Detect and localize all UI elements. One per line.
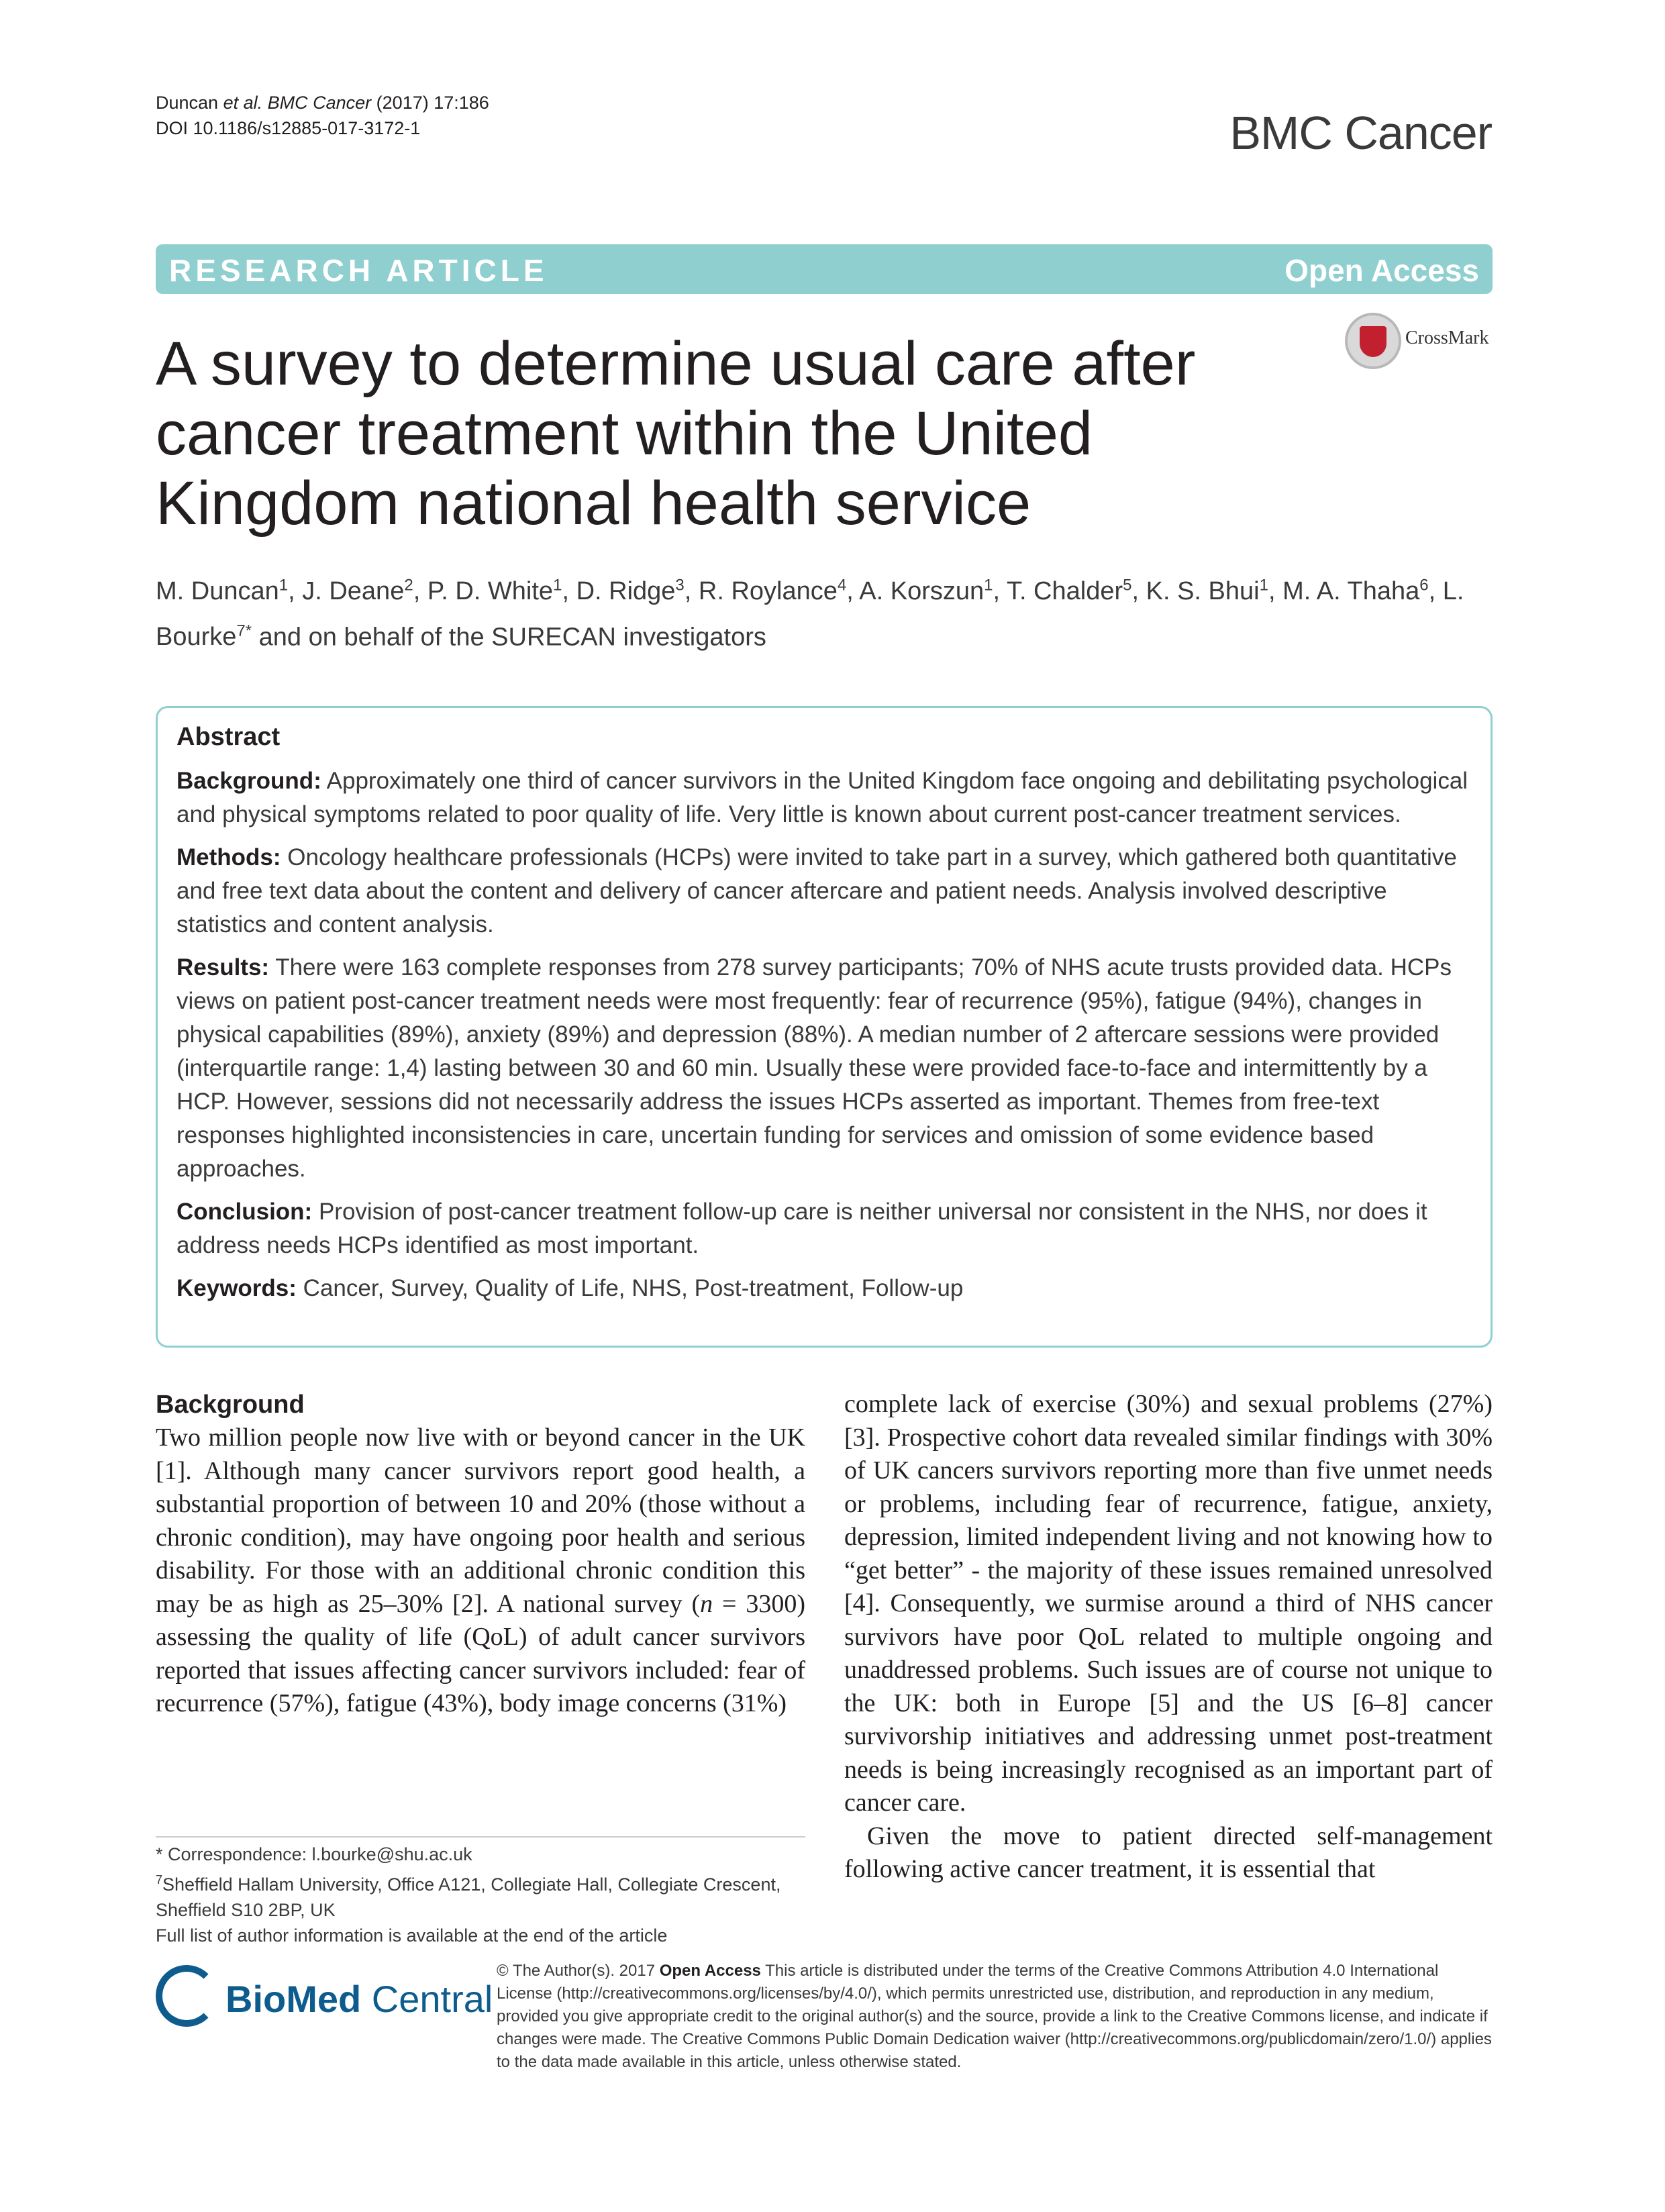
author-affiliation-mark: 5 (1123, 576, 1132, 594)
footnote (156, 1842, 805, 1948)
crossmark-badge[interactable] (1345, 313, 1499, 373)
doi[interactable]: DOI 10.1186/s12885-017-3172-1 (156, 118, 421, 138)
article-type-banner (156, 244, 1493, 294)
abstract-heading: Abstract (176, 723, 281, 751)
abstract-keywords: Keywords: Cancer, Survey, Quality of Life, NHS, Post-treatment, Follow-up (176, 1275, 964, 1301)
section-heading-background: Background (156, 1391, 305, 1419)
article-title: A survey to determine usual care after cancer treatment within the United Kingdom national health service (156, 330, 1196, 538)
journal-name: BMC Cancer (1229, 107, 1492, 159)
author-name: P. D. White$^1$ (427, 576, 562, 605)
abstract-results: Results: There were 163 complete responses from 278 survey participants; 70% of NHS acute trusts provided data. HCPs views on patient post-cancer treatment needs were most frequently: fear of recurrence (95%), fatigue (94%), changes in physical capabilities (89%), anxiety (89%) and depression (88%). A median number of 2 aftercare sessions were provided (interquartile range: 1,4) lasting between 30 and 60 min. Usually these were provided face-to-face and intermittently by a HCP. However, sessions did not necessarily address the issues HCPs asserted as important. Themes from free-text responses highlighted inconsistencies in care, uncertain funding for services and omission of some evidence based approaches. (176, 954, 1452, 1182)
authors-suffix: and on behalf of the SURECAN investigators (258, 623, 766, 652)
footnote-divider (156, 1836, 805, 1838)
author-affiliation-mark: 1 (553, 576, 562, 594)
author-name: K. S. Bhui$^1$ (1146, 576, 1268, 605)
author-affiliation-mark: 1 (984, 576, 993, 594)
open-access-label: Open Access (1284, 253, 1479, 288)
author-name: R. Roylance$^4$ (698, 576, 847, 605)
author-list: M. Duncan$^1$, J. Deane$^2$, P. D. White$^1$, D. Ridge$^3$, R. Roylance$^4$, A. Korszun$^1$, T. Chalder$^5$, K. S. Bhui$^1$, M. A. Thaha$^6$, L. Bourke$^{7*}$ and on behalf of the SURECAN investigators (156, 576, 1464, 652)
biomed-central-ring-icon (156, 1965, 217, 2027)
body-paragraph: Two million people now live with or beyond cancer in the UK [1]. Although many cancer survivors report good health, a substantial proportion of between 10 and 20% (those without a chronic condition), may have ongoing poor health and serious disability. For those with an additional chronic condition this may be as high as 25–30% [2]. A national survey (n = 3300) assessing the quality of life (QoL) of adult cancer survivors reported that issues affecting cancer survivors included: fear of recurrence (57%), fatigue (43%), body image concerns (31%) (156, 1423, 805, 1717)
abstract-box (156, 706, 1493, 1348)
body-column-left (156, 1388, 805, 1721)
affiliation: $^7$Sheffield Hallam University, Office A121, Collegiate Hall, Collegiate Crescent, Sheffield S10 2BP, UK (156, 1873, 781, 1920)
author-affiliation-mark: 3 (675, 576, 685, 594)
biomed-central-logo[interactable] (156, 1962, 493, 2036)
author-name: A. Korszun$^1$ (859, 576, 993, 605)
author-affiliation-mark: 6 (1419, 576, 1429, 594)
author-name: J. Deane$^2$ (302, 576, 413, 605)
body-column-right (844, 1388, 1493, 1887)
author-name: M. Duncan$^1$ (156, 576, 289, 605)
citation-header (156, 90, 489, 141)
author-affiliation-mark: 7* (236, 621, 252, 640)
author-name: L. Bourke$^{7*}$ (156, 576, 1464, 652)
crossmark-icon (1345, 313, 1401, 369)
crossmark-label: CrossMark (1405, 328, 1489, 348)
full-author-info-note: Full list of author information is available at the end of the article (156, 1925, 668, 1946)
correspondence: * Correspondence: l.bourke@shu.ac.uk (156, 1844, 472, 1864)
author-affiliation-mark: 1 (1259, 576, 1268, 594)
license-statement: © The Author(s). 2017 Open Access This article is distributed under the terms of the Creative Commons Attribution 4.0 International License (http://creativecommons.org/licenses/by/4.0/), which permits unrestricted use, distribution, and reproduction in any medium, provided you give appropriate credit to the original author(s) and the source, provide a link to the Creative Commons license, and indicate if changes were made. The Creative Commons Public Domain Dedication waiver (http://creativecommons.org/publicdomain/zero/1.0/) applies to the data made available in this article, unless otherwise stated. (497, 1962, 1492, 2071)
body-paragraph: complete lack of exercise (30%) and sexual problems (27%) [3]. Prospective cohort data revealed similar findings with 30% of UK cancers survivors reporting more than five unmet needs or problems, including fear of recurrence, fatigue, anxiety, depression, limited independent living and not knowing how to “get better” - the majority of these issues remained unresolved [4]. Consequently, we surmise around a third of NHS cancer survivors have poor QoL related to multiple ongoing and unaddressed problems. Such issues are of course not unique to the UK: both in Europe [5] and the US [6–8] cancer survivorship initiatives and addressing unmet post-treatment needs is being increasingly recognised as an important part of cancer care. (844, 1390, 1493, 1817)
abstract-background: Background: Approximately one third of cancer survivors in the United Kingdom face ongoing and debilitating psychological and physical symptoms related to poor quality of life. Very little is known about current post-cancer treatment services. (176, 768, 1468, 827)
abstract-conclusion: Conclusion: Provision of post-cancer treatment follow-up care is neither universal nor consistent in the NHS, nor does it address needs HCPs identified as most important. (176, 1199, 1427, 1258)
author-affiliation-mark: 2 (404, 576, 413, 594)
abstract-methods: Methods: Oncology healthcare professionals (HCPs) were invited to take part in a survey, which gathered both quantitative and free text data about the content and delivery of cancer aftercare and patient needs. Analysis involved descriptive statistics and content analysis. (176, 844, 1457, 938)
publisher-name: BioMed Central (225, 1978, 493, 2020)
author-name: T. Chalder$^5$ (1006, 576, 1132, 605)
citation-line: Duncan et al. BMC Cancer (2017) 17:186 (156, 93, 489, 113)
author-affiliation-mark: 4 (837, 576, 847, 594)
body-paragraph: Given the move to patient directed self-management following active cancer treatment, it is essential that (844, 1821, 1493, 1883)
author-name: D. Ridge$^3$ (576, 576, 685, 605)
article-type-label: RESEARCH ARTICLE (169, 253, 548, 288)
author-name: M. A. Thaha$^6$ (1282, 576, 1429, 605)
author-affiliation-mark: 1 (279, 576, 289, 594)
